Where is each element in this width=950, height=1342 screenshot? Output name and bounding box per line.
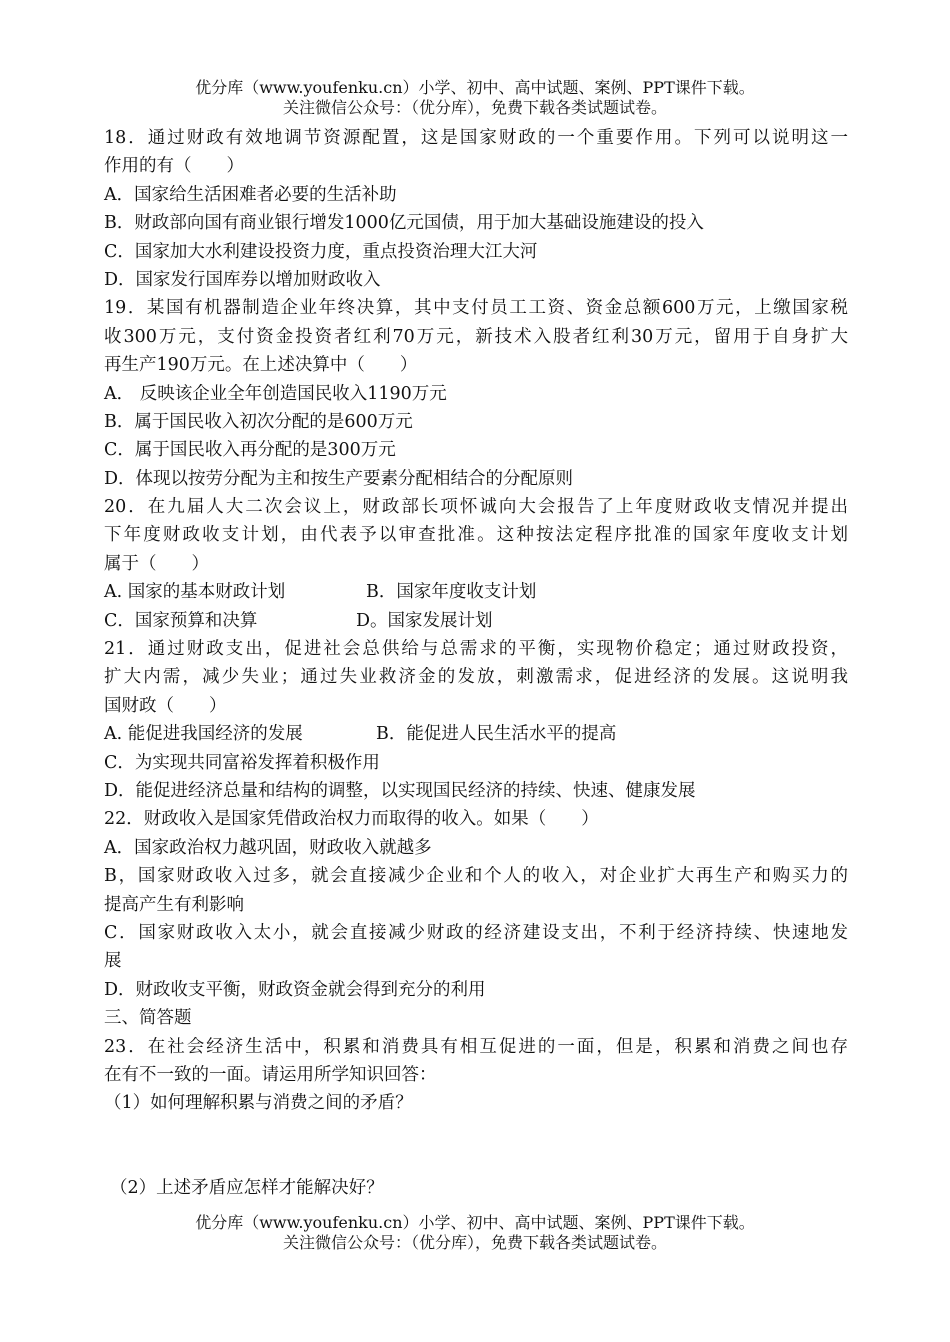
option-c-cont: 展 — [104, 951, 122, 972]
question-stem: 收300万元，支付资金投资者红利70万元，新技术入股者红利30万元，留用于自身扩大 — [104, 326, 848, 347]
document-body — [104, 124, 848, 1202]
option-b: B．财政部向国有商业银行增发1000亿元国债，用于加大基础设施建设的投入 — [104, 213, 704, 234]
option-a: A．国家给生活困难者必要的生活补助 — [104, 184, 397, 205]
option-b: B．能促进人民生活水平的提高 — [376, 724, 617, 745]
question-23 — [104, 1033, 848, 1203]
option-a: A. 国家的基本财政计划 — [104, 582, 286, 603]
option-d: D．体现以按劳分配为主和按生产要素分配相结合的分配原则 — [104, 468, 574, 489]
option-c: C．国家预算和决算 — [104, 610, 258, 631]
page-header — [0, 78, 950, 118]
option-b: B．属于国民收入初次分配的是600万元 — [104, 411, 413, 432]
sub-question-2: （2）上述矛盾应怎样才能解决好？ — [110, 1177, 384, 1198]
question-stem: 18．通过财政有效地调节资源配置，这是国家财政的一个重要作用。下列可以说明这一 — [104, 128, 848, 148]
option-c: C．国家财政收入太小，就会直接减少财政的经济建设支出，不利于经济持续、快速地发 — [104, 922, 848, 943]
question-stem: 国财政（ ） — [104, 695, 227, 716]
question-19 — [104, 294, 848, 493]
option-row — [104, 720, 848, 748]
question-stem: 在有不一致的一面。请运用所学知识回答： — [104, 1064, 437, 1085]
question-stem: 20．在九届人大二次会议上，财政部长项怀诚向大会报告了上年度财政收支情况并提出 — [104, 497, 848, 518]
sub-question-1: （1）如何理解积累与消费之间的矛盾？ — [104, 1093, 413, 1114]
option-row — [104, 578, 848, 606]
option-b: B，国家财政收入过多，就会直接减少企业和个人的收入，对企业扩大再生产和购买力的 — [104, 866, 848, 887]
header-line-1: 优分库（www.youfenku.cn）小学、初中、高中试题、案例、PPT课件下载。 — [195, 78, 755, 97]
option-a: A． 反映该企业全年创造国民收入1190万元 — [104, 383, 447, 404]
question-stem: 再生产190万元。在上述决算中（ ） — [104, 355, 418, 376]
question-stem: 23．在社会经济生活中，积累和消费具有相互促进的一面，但是，积累和消费之间也存 — [104, 1036, 848, 1057]
option-a: A．国家政治权力越巩固，财政收入就越多 — [104, 837, 432, 858]
question-stem: 19．某国有机器制造企业年终决算，其中支付员工工资、资金总额600万元，上缴国家税 — [104, 298, 848, 319]
section-heading: 三、简答题 — [104, 1008, 192, 1029]
option-d: D．财政收支平衡，财政资金就会得到充分的利用 — [104, 979, 486, 1000]
header-line-2: 关注微信公众号：（优分库），免费下载各类试题试卷。 — [282, 98, 667, 117]
footer-line-2: 关注微信公众号：（优分库），免费下载各类试题试卷。 — [282, 1233, 667, 1252]
question-stem: 属于（ ） — [104, 553, 209, 574]
option-c: C．属于国民收入再分配的是300万元 — [104, 440, 396, 461]
answer-space — [104, 1118, 848, 1174]
question-20 — [104, 493, 848, 635]
option-b: B．国家年度收支计划 — [366, 582, 537, 603]
question-stem: 21．通过财政支出，促进社会总供给与总需求的平衡，实现物价稳定；通过财政投资， — [104, 639, 848, 660]
option-b-cont: 提高产生有利影响 — [104, 894, 244, 915]
question-stem: 作用的有（ ） — [104, 156, 244, 177]
question-22 — [104, 805, 848, 1004]
option-d: D．国家发行国库券以增加财政收入 — [104, 269, 381, 290]
option-d: D．能促进经济总量和结构的调整，以实现国民经济的持续、快速、健康发展 — [104, 780, 696, 801]
question-21 — [104, 635, 848, 805]
option-d: D。国家发展计划 — [356, 610, 493, 631]
option-row — [104, 607, 848, 635]
option-c: C．为实现共同富裕发挥着积极作用 — [104, 752, 380, 773]
question-18 — [104, 124, 848, 294]
question-stem: 下年度财政收支计划，由代表予以审查批准。这种按法定程序批准的国家年度收支计划 — [104, 525, 848, 546]
option-c: C．国家加大水利建设投资力度，重点投资治理大江大河 — [104, 241, 538, 262]
option-a: A. 能促进我国经济的发展 — [104, 724, 303, 745]
question-stem: 22．财政收入是国家凭借政治权力而取得的收入。如果（ ） — [104, 809, 599, 830]
footer-line-1: 优分库（www.youfenku.cn）小学、初中、高中试题、案例、PPT课件下载。 — [195, 1213, 755, 1232]
page-footer — [0, 1213, 950, 1253]
question-stem: 扩大内需，减少失业；通过失业救济金的发放，刺激需求，促进经济的发展。这说明我 — [104, 667, 848, 688]
